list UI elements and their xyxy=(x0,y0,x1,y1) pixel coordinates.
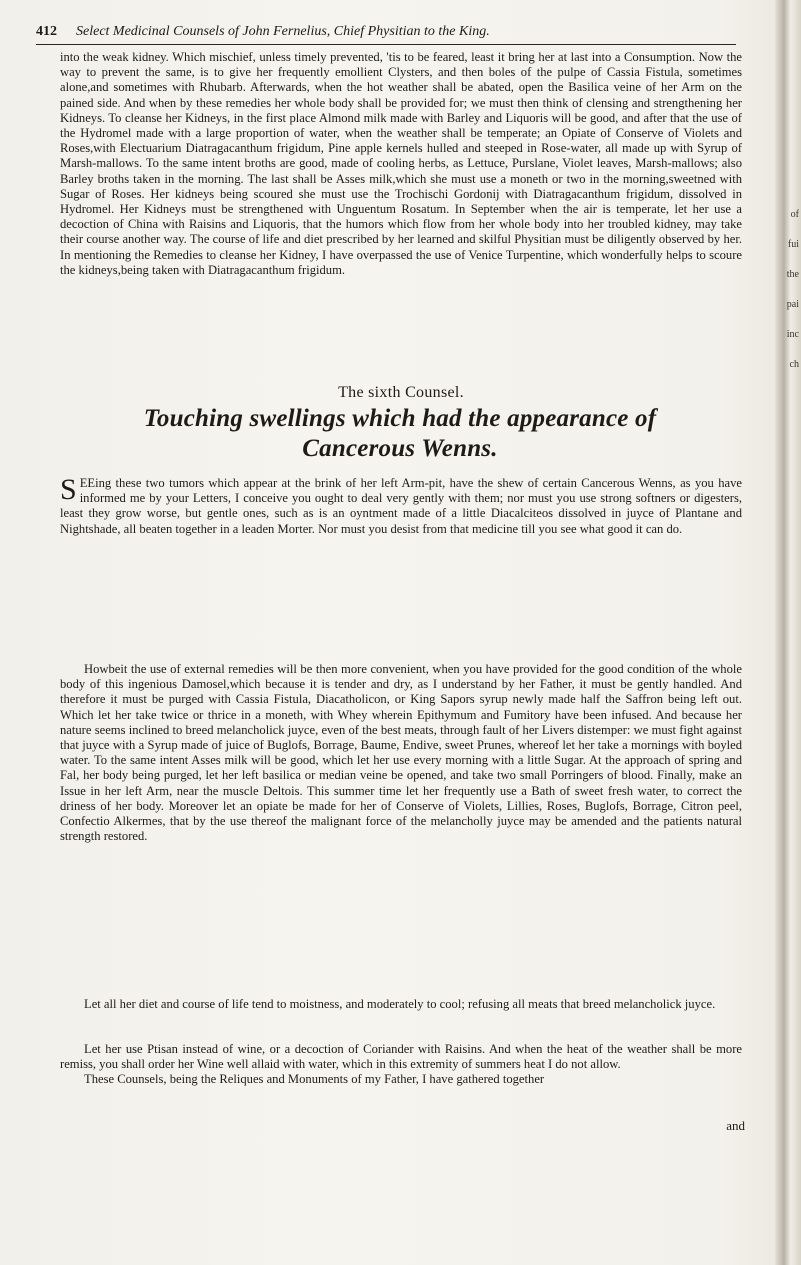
paragraph-body: Howbeit the use of external remedies will be then more convenient, when you have provided for the good condition of the whole body of this ingenious Damosel,which because it is tender and dry, as I understand by her Father, it must be gently handled. And therefore it must be purged with Cassia Fistula, Diacatholicon, or King Sapors syrup newly made half the Saffron being left out. Which let her take twice or thrice in a moneth, with Whey wherein Epithymum and Fumitory have been infused. And because her nature seems inclined to breed melancholick juyce, even of the best meats, through fault of her Livers distemper: we must fight against that juyce with a Syrup made of juice of Buglofs, Borrage, Baume, Endive, sweet Prunes, whereof let her take a mornings with boyled water. To the same intent Asses milk will be good, which let her use every morning with a little Sugar. At the approach of spring and Fal, her body being purged, let her left basilica or median veine be opened, and take two small Porringers of blood. Finally, make an Issue in her left Arm, near the muscle Deltois. This summer time let her frequently use a Bath of sweet fresh water, to correct the driness of her body. Moreover let an opiate be made for her of Conserve of Violets, Lillies, Roses, Buglofs, Borrage, Citron peel, Confectio Alkermes, that by the use thereof the malignant force of the melancholly juyce may be amended and the patients natural strength restored. xyxy=(60,662,742,844)
section-title-line-1: Touching swellings which had the appearance of xyxy=(143,405,657,432)
gutter-letter: inc xyxy=(786,329,799,340)
gutter-letter: ch xyxy=(789,359,799,370)
gutter-letter: of xyxy=(790,209,799,220)
drop-cap: S xyxy=(60,473,77,506)
page-gutter xyxy=(775,0,801,1265)
paragraph-diet: Let all her diet and course of life tend to moistness, and moderately to cool; refusing all meats that breed melancholick juyce. xyxy=(84,997,716,1011)
running-head: Select Medicinal Counsels of John Fernelius, Chief Physitian to the King. xyxy=(76,24,490,39)
section-label: The sixth Counsel. xyxy=(338,384,464,401)
paragraph-opening-text: EEing these two tumors which appear at the brink of her left Arm-pit, have the shew of certain Cancerous Wenns, as you have informed me by your Letters, I conceive you ought to deal very gently with them; nor must you use strong softners or digesters, least they grow worse, but gentle ones, such as is an oyntment made of a little Diacalciteos dissolved in juyce of Plantane and Nightshade, all beaten together in a leaden Morter. Nor must you desist from that medicine till you see what good it can do. xyxy=(60,476,742,536)
paragraph-counsels-text: These Counsels, being the Reliques and Monuments of my Father, I have gathered together xyxy=(84,1072,545,1087)
page-number: 412 xyxy=(36,24,57,39)
gutter-letter: pai xyxy=(786,299,799,310)
paragraph-continuation: into the weak kidney. Which mischief, unless timely prevented, 'tis to be feared, least it bring her at last into a Consumption. Now the way to prevent the same, is to give her frequently emollient Clysters, and then boles of the pulpe of Cassia Fistula, sometimes alone,and sometimes with Rhubarb. Afterwards, when the hot weather shall be abated, open the Basilica veine of her Arm on the pained side. And when by these remedies her whole body shall be provided for; we must then think of clensing and strengthening her Kidneys. To cleanse her Kidneys, in the first place Almond milk made with Barley and Liquoris will be good, and after that the use of the Hydromel made with a large proportion of water, when the weather shall be temperate; an Opiate of Conserve of Violets and Roses,with Electuarium Diatragacanthum frigidum, Pine apple kernels hulled and steeped in Rose-water, all made up with Syrup of Marsh-mallows. To the same intent broths are good, made of cooling herbs, as Lettuce, Purslane, Violet leaves, Marsh-mallows; also Barley broths taken in the morning. The last shall be Asses milk,which she must use a moneth or two in the morning,sweetned with Sugar of Roses. Her kidneys being scoured she must use the Trochischi Gordonij with Diatragacanthum frigidum, dissolved in Hydromel. Her Kidneys must be strengthened with Unguentum Rosatum. In September when the air is temperate, let her use a decoction of China with Raisins and Liquoris, that the humors which flow from her whole body into her troubled kidney, may take their course another way. The course of life and diet prescribed by her learned and skilful Physitian must be diligently observed by her. In mentioning the Remedies to cleanse her Kidney, I have overpassed the use of Venice Turpentine, which wonderfully helps to scoure the kidneys,being taken with Diatragacanthum frigidum. xyxy=(60,50,742,277)
catchword: and xyxy=(726,1118,745,1133)
paragraph-ptisan xyxy=(60,1042,742,1088)
section-title xyxy=(50,404,750,464)
page-header xyxy=(36,16,736,45)
gutter-letter: fui xyxy=(787,239,799,250)
gutter-letter: the xyxy=(786,269,799,280)
section-title-line-2: Cancerous Wenns. xyxy=(302,435,498,462)
paragraph-opening xyxy=(60,473,742,537)
paragraph-ptisan-text: Let her use Ptisan instead of wine, or a decoction of Coriander with Raisins. And when the heat of the weather shall be more remiss, you shall order her Wine well allaid with water, which in this extremity of summers heat I do not allow. xyxy=(60,1042,742,1072)
gutter-bleed-text xyxy=(777,200,799,380)
